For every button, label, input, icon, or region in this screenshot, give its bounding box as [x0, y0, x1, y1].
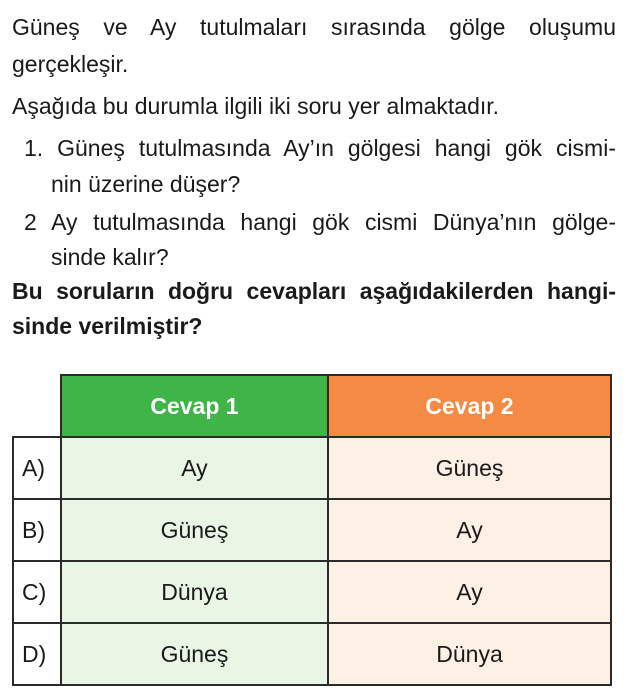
- option-label-b: B): [13, 499, 61, 561]
- question-lead: Aşağıda bu durumla ilgili iki soru yer almaktadır.: [12, 93, 500, 119]
- option-label-c: C): [13, 561, 61, 623]
- option-b-cevap-1: Güneş: [61, 499, 328, 561]
- question-1-line-1: 1. Güneş tutulmasında Ay’ın gölgesi hangi gök cismi-: [24, 135, 616, 161]
- option-label-a: A): [13, 437, 61, 499]
- answer-row-d[interactable]: [13, 623, 611, 685]
- option-c-cevap-1: Dünya: [61, 561, 328, 623]
- answer-table-corner: [13, 375, 61, 437]
- answer-row-c[interactable]: [13, 561, 611, 623]
- question-prompt-line-1: Bu soruların doğru cevapları aşağıdakilerden hangi-: [12, 278, 616, 304]
- option-c-cevap-2: Ay: [328, 561, 611, 623]
- question-2-line-1: 2 Ay tutulmasında hangi gök cismi Dünya’nın gölge-: [24, 209, 616, 235]
- question-2-line-2: sinde kalır?: [51, 244, 169, 270]
- question-prompt-line-2: sinde verilmiştir?: [12, 313, 203, 339]
- option-a-cevap-2: Güneş: [328, 437, 611, 499]
- question-intro-line-1: Güneş ve Ay tutulmaları sırasında gölge oluşumu: [12, 14, 616, 40]
- option-d-cevap-1: Güneş: [61, 623, 328, 685]
- option-label-d: D): [13, 623, 61, 685]
- header-cevap-2: Cevap 2: [328, 375, 611, 437]
- option-d-cevap-2: Dünya: [328, 623, 611, 685]
- option-b-cevap-2: Ay: [328, 499, 611, 561]
- question-intro-line-2: gerçekleşir.: [12, 51, 129, 77]
- answer-table-header-row: [13, 375, 611, 437]
- option-a-cevap-1: Ay: [61, 437, 328, 499]
- header-cevap-1: Cevap 1: [61, 375, 328, 437]
- answer-row-a[interactable]: [13, 437, 611, 499]
- answer-row-b[interactable]: [13, 499, 611, 561]
- question-1-line-2: nin üzerine düşer?: [51, 171, 241, 197]
- answer-table: [12, 374, 612, 686]
